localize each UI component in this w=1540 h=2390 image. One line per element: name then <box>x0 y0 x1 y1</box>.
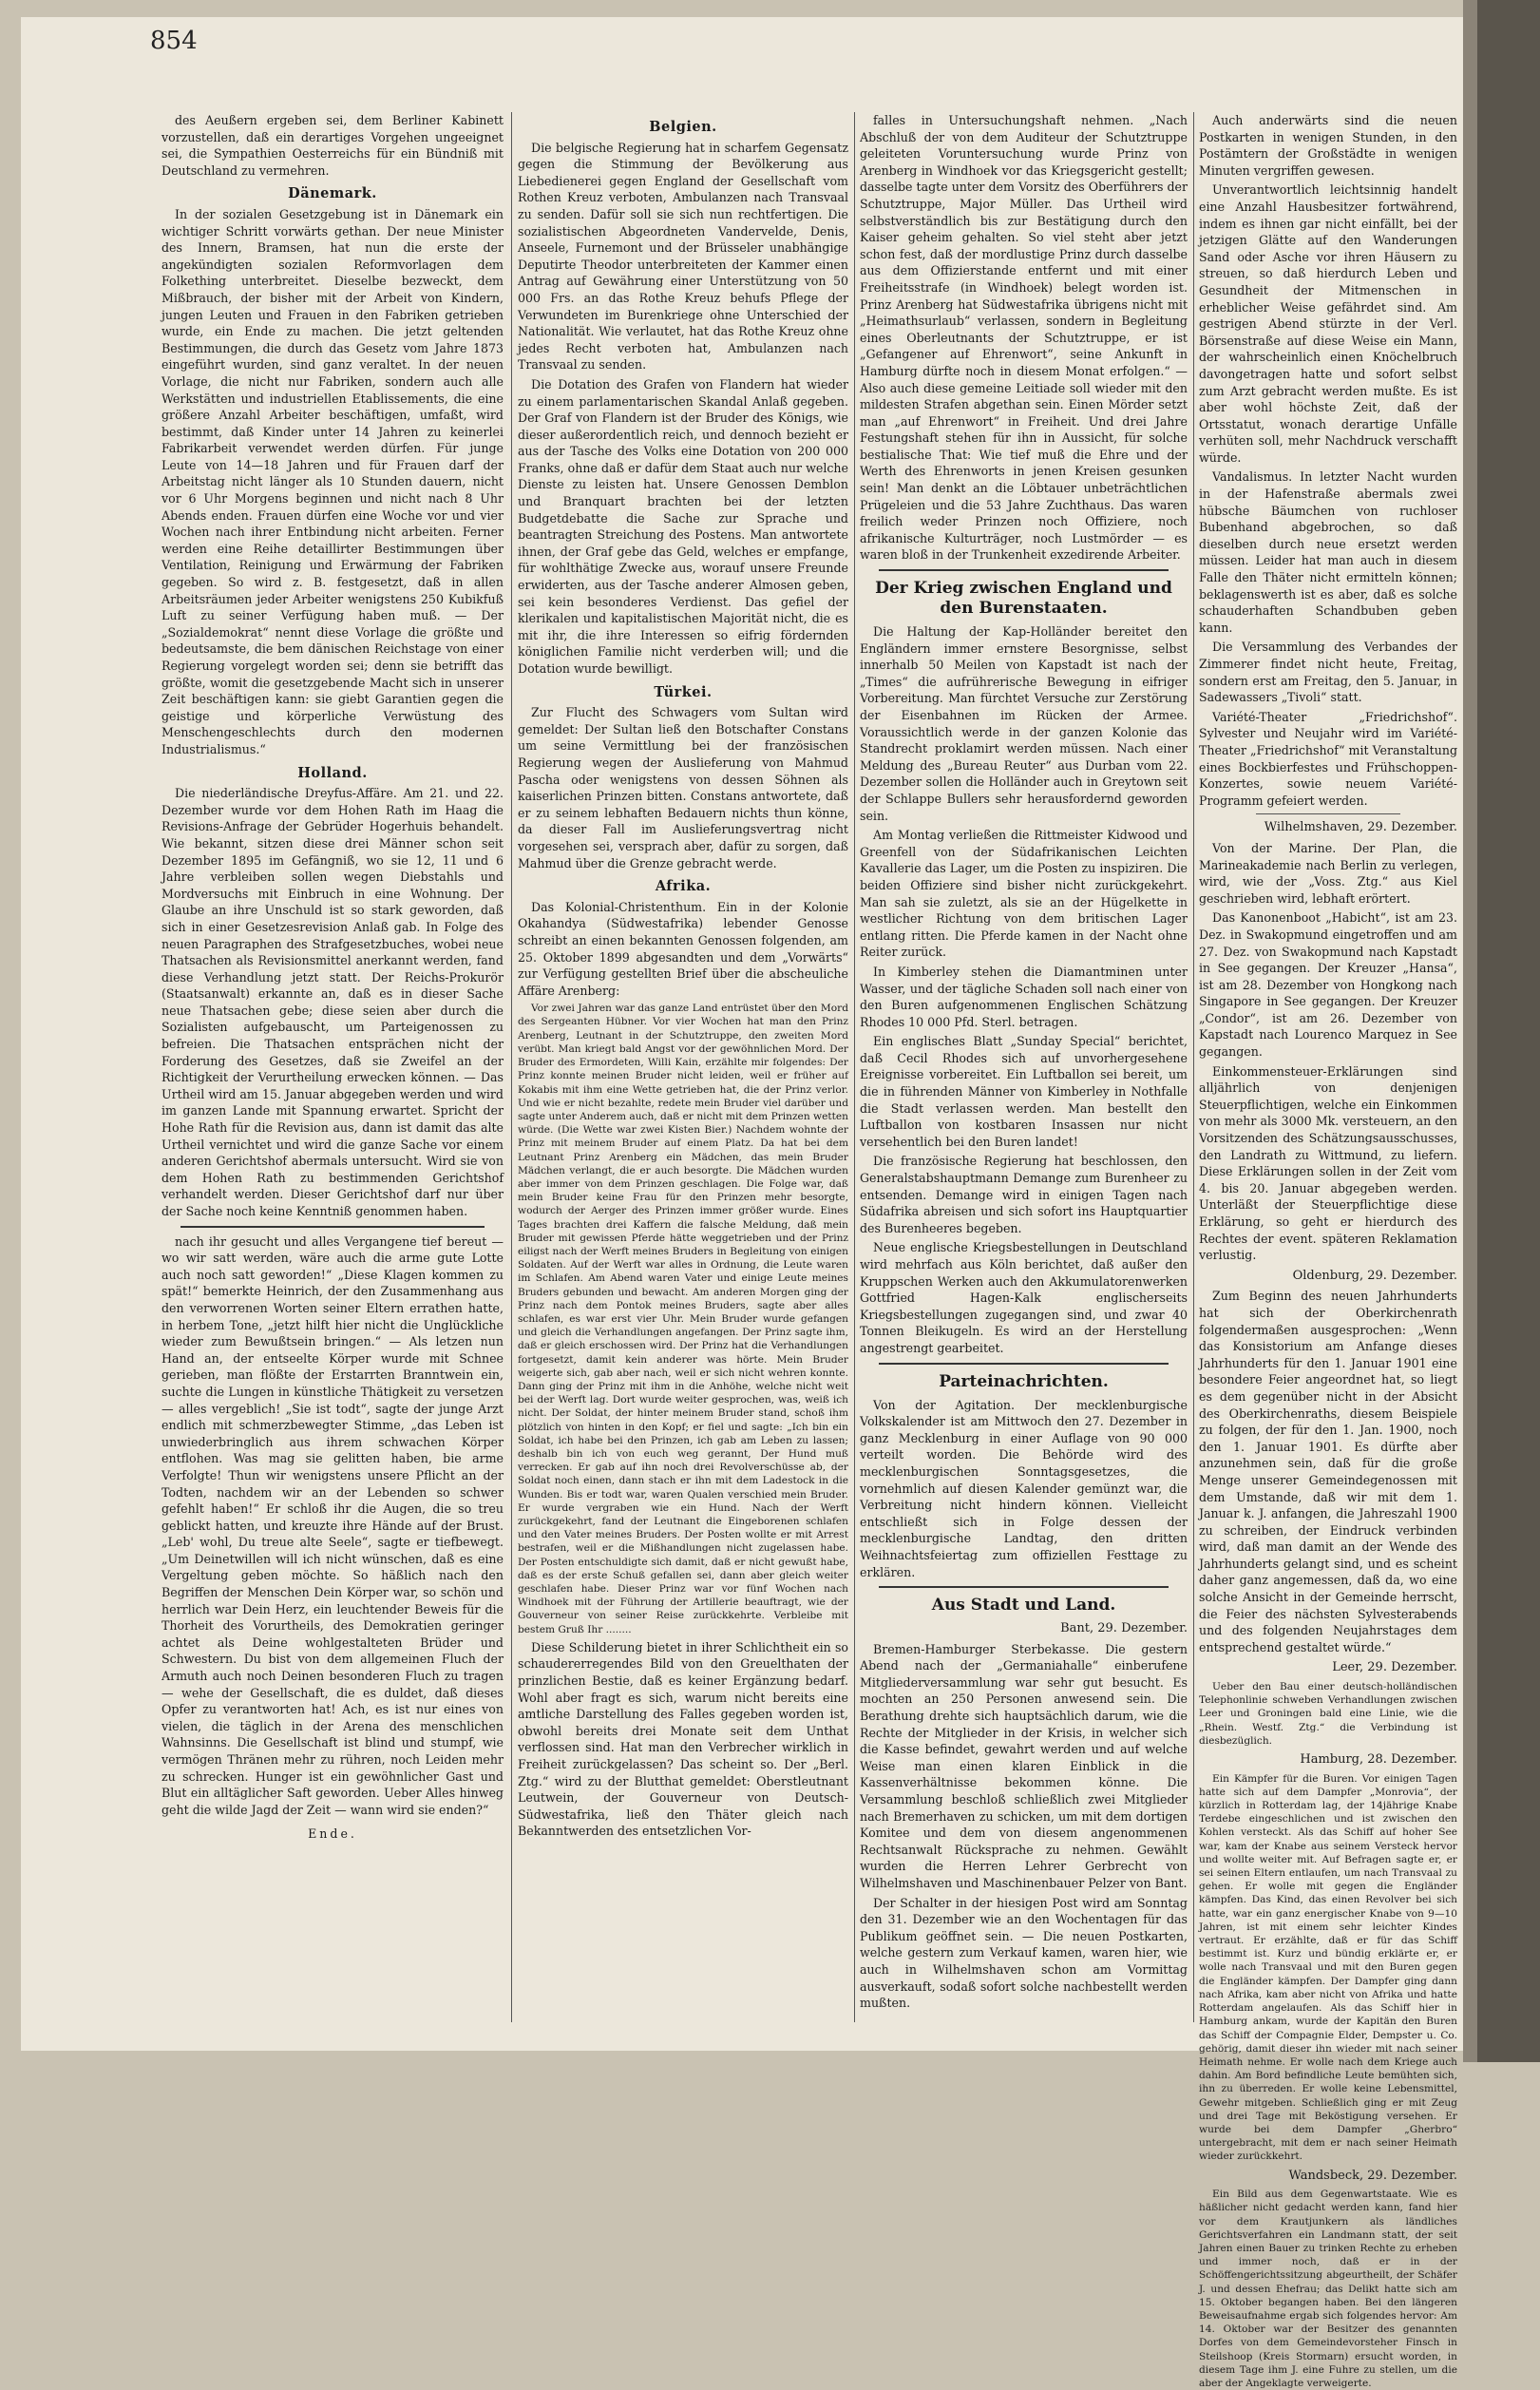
article-paragraph: Ueber den Bau einer deutsch-holländischen Telephonlinie schweben Verhandlungen zwischen Leer und Groningen bald eine Linie, wie die „Rhein. Westf. Ztg.“ die Verbindung ist diesbezüglich. <box>1199 1681 1457 1747</box>
article-paragraph: Zur Flucht des Schwagers vom Sultan wird gemeldet: Der Sultan ließ den Botschafter Constans um seine Vermittlung bei der französischen Regierung wegen der Auslieferung von Mahmud Pascha oder wenigstens von dessen Söhnen als kaiserlichen Prinzen bitten. Constans antwortete, daß er zu seinem lebhaften Bedauern nichts thun könne, da dieser Fall im Auslieferungsvertrag nicht vorgesehen sei, versprach aber, dafür zu sorgen, daß Mahmud über die Grenze gebracht werde. <box>518 705 848 870</box>
section-heading-holland: Holland. <box>297 764 368 781</box>
section-heading-krieg: Der Krieg zwischen England und den Burenstaaten. <box>875 579 1172 619</box>
article-paragraph: Von der Marine. Der Plan, die Marineakademie nach Berlin zu verlegen, wird, wie der „Voss. Ztg.“ aus Kiel geschrieben wird, lebhaft erörtert. <box>1199 840 1457 906</box>
column-rule <box>511 112 512 2022</box>
divider <box>181 1226 485 1228</box>
column-4 <box>1199 112 1458 2389</box>
article-paragraph: Von der Agitation. Der mecklenburgische Volkskalender ist am Mittwoch den 27. Dezember in ganz Mecklenburg in einer Auflage von 90 000 verteilt worden. Die Behörde wird des mecklenburgischen Sonntagsgesetzes, die vornehmlich auf diesen Kalender gemünzt war, die Verbreitung nicht hindern können. Vielleicht entschließt sich in Folge dessen der mecklenburgische Landtag, den dritten Weihnachtsfeiertag zum offiziellen Festtage zu erklären. <box>860 1397 1188 1579</box>
dateline: Bant, 29. Dezember. <box>1060 1621 1188 1636</box>
section-heading-tuerkei: Türkei. <box>654 683 713 700</box>
quoted-letter: Vor zwei Jahren war das ganze Land entrüstet über den Mord des Sergeanten Hübner. Vor vier Wochen hat man den Prinz Arenberg, Leutnant in der Schutztruppe, den zweiten Mord verübt. Man kriegt bald Angst vor der gewöhnlichen Mord. Der Bruder des Ermordeten, Willi Kain, erzählte mir folgendes: Der Prinz konnte meinen Bruder nicht leiden, weil er früher auf Kokabis mit ihm eine Wette getrieben hat, die der Prinz verlor. Und wie er nicht bezahlte, redete mein Bruder viel darüber und sagte unter Anderem auch, daß er nicht mit dem Prinzen wetten würde. (Die Wette war zwei Kisten Bier.) Nachdem wohnte der Prinz mit meinem Bruder auf einem Platz. Da hat bei dem Leutnant Prinz Arenberg ein Mädchen, das mein Bruder Mädchen verlangt, die er auch besorgte. Die Mädchen wurden aber immer von dem Prinzen geschlagen. Die Folge war, daß mein Bruder keine Frau für den Prinzen mehr besorgte, wodurch der Aerger des Prinzen immer größer wurde. Eines Tages brachten drei Kaffern die falsche Meldung, daß mein Bruder mit gewissen Pferde hätte weggetrieben und der Prinz eiligst nach der Werft meines Bruders in Begleitung von einigen Soldaten. Auf der Werft war alles in Ordnung, die Leute waren im Schlafen. Am Abend waren Vater und einige Leute meines Bruders gebunden und bewacht. Am anderen Morgen ging der Prinz nach dem Pontok meines Bruders, sagte aber alles schlafen, es war erst vier Uhr. Mein Bruder wurde gefangen und gleich die Verhandlungen angefangen. Der Prinz sagte ihm, daß er gleich erschossen wird. Der Prinz hat die Verhandlungen fortgesetzt, damit kein anderer was hörte. Mein Bruder weigerte sich, gab aber nach, weil er sich nicht wehren konnte. Dann ging der Prinz mit ihm in die Anhöhe, welche nicht weit bei der Werft lag. Dort wurde weiter gesprochen, was, weiß ich nicht. Der Soldat, der hinter meinem Bruder stand, schoß ihm plötzlich von hinten in den Kopf; er fiel und sagte: „Ich bin ein Soldat, ich habe bei den Prinzen, ich gab am Leben zu lassen; deshalb bin ich von euch weg gerannt, Der Hund muß verrecken. Er gab auf ihn noch drei Revolverschüsse ab, der Soldat noch einen, dann stach er ihn mit dem Ladestock in die Wunden. Bis er todt war, waren Qualen verschied mein Bruder. Er wurde vergraben wie ein Hund. Nach der Werft zurückgekehrt, fand der Leutnant die Eingeborenen schlafen und den Vater meines Bruders. Der Posten wollte er mit Arrest bestrafen, weil er die Mißhandlungen nicht zugelassen habe. Der Posten entschuldigte sich damit, daß er nicht gewußt habe, daß es der erste Schuß gefallen sei, dann aber gleich weiter geschlafen habe. Dieser Prinz war vor fünf Wochen nach Windhoek mit der Führung der Artillerie beauftragt, wie der Gouverneur von seiner Reise zurückkehrte. Verbleibe mit bestem Gruß Ihr ........ <box>518 1003 848 1635</box>
article-paragraph: Variété-Theater „Friedrichshof“. Sylvester und Neujahr wird im Variété-Theater „Friedrichshof“ mit Veranstaltung eines Bockbierfestes und Frühschoppen-Konzertes, sowie neuem Variété-Programm gefeiert werden. <box>1199 709 1458 808</box>
article-paragraph: Ein Bild aus dem Gegenwartstaate. Wie es häßlicher nicht gedacht werden kann, fand hier vor dem Krautjunkern als ländliches Gerichtsverfahren ein Landmann statt, der seit Jahren einen Bauer zu trinken Rechte zu erheben und immer noch, daß er in der Schöffengerichtssitzung abgeurtheilt, der Schäfer J. und dessen Ehefrau; das Delikt hatte sich am 15. Oktober begangen haben. Bei den längeren Beweisaufnahme ergab sich folgendes hervor: Am 14. Oktober war der Besitzer des genannten Dorfes von dem Gemeindevorsteher Finsch in Steilshoop (Kreis Stormarn) ersucht worden, in diesem Tage ihm J. eine Fuhre zu stellen, um die aber der Angeklagte verweigerte. <box>1199 2189 1457 2389</box>
article-paragraph: Auch anderwärts sind die neuen Postkarten in wenigen Stunden, in den Postämtern der Großstädte in wenigen Minuten vergriffen gewesen. <box>1199 113 1457 178</box>
article-paragraph: Neue englische Kriegsbestellungen in Deutschland wird mehrfach aus Köln berichtet, daß außer den Kruppschen Werken auch den Akkumulatorenwerken Gottfried Hagen-Kalk englischerseits Kriegsbestellungen zugegangen sind, und zwar 40 Tonnen Bleikugeln. Es wird an der Herstellung angestrengt gearbeitet. <box>860 1240 1188 1355</box>
divider <box>1256 813 1400 814</box>
article-paragraph: Bremen-Hamburger Sterbekasse. Die gestern Abend nach der „Germaniahalle“ einberufene Mitgliederversammlung war sehr gut besucht. Es mochten an 250 Personen anwesend sein. Die Berathung drehte sich hauptsächlich darum, wie die Rechte der Mitglieder in der Krisis, in welcher sich die Kasse befindet, gewahrt werden und auf welche Weise man einen klaren Einblick in die Kassenverhältnisse bekommen könne. Die Versammlung beschloß schließlich zwei Mitglieder nach Bremerhaven zu schicken, um mit dem dortigen Komitee und dem von diesem angenommenen Rechtsanwalt Rücksprache zu nehmen. Gewählt wurden die Herren Lehrer Gerbrecht von Wilhelmshaven und Maschinenbauer Pelzer von Bant. <box>860 1641 1188 1890</box>
section-heading-belgien: Belgien. <box>649 119 717 135</box>
article-paragraph: Zum Beginn des neuen Jahrhunderts hat sich der Oberkirchenrath folgendermaßen ausgesprochen: „Wenn das Konsistorium am Anfange dieses Jahrhunderts für den 1. Januar 1901 eine besondere Feier angeordnet hat, so liegt es dem gegenüber nicht in der Absicht des Oberkirchenraths, diesem Beispiele zu folgen, der für den 1. Jan. 1900, noch den 1. Januar 1901. Es dürfte aber anzunehmen sein, daß für die große Menge unserer Gemeindegenossen mit dem Umstande, daß wir mit dem 1. Januar k. J. anfangen, die Jahreszahl 1900 zu schreiben, der Eindruck verbinden wird, daß man damit an der Wende des Jahrhunderts gelangt sind, und es scheint daher ganz angemessen, daß da, wo eine solche Ansicht in der Gemeinde herrscht, die Feier des nächsten Sylvesterabends und des folgenden Neujahrstages dem entsprechend gestaltet würde.“ <box>1199 1289 1457 1654</box>
article-paragraph: Die Dotation des Grafen von Flandern hat wieder zu einem parlamentarischen Skandal Anlaß gegeben. Der Graf von Flandern ist der Bruder des Königs, wie dieser außerordentlich reich, und dennoch bezieht er aus der Tasche des Volks eine Dotation von 200 000 Franks, ohne daß er dafür dem Staat auch nur welche Dienste zu leisten hat. Unsere Genossen Demblon und Branquart brachten bei der letzten Budgetdebatte die Sache zur Sprache und beantragten Streichung des Postens. Man antwortete ihnen, der Graf gebe das Geld, welches er empfange, für wohlthätige Zwecke aus, worauf unsere Freunde erwiderten, aus der Tasche anderer Almosen geben, sei kein besonderes Verdienst. Das gefiel der klerikalen und kapitalistischen Majorität nicht, die es mit ihr, die ihre Interessen so eifrig fördernden königlichen Familie nicht verderben will; und die Dotation wurde bewilligt. <box>518 376 848 676</box>
article-paragraph: Die belgische Regierung hat in scharfem Gegensatz gegen die Stimmung der Bevölkerung aus Liebedienerei gegen England der Gesellschaft vom Rothen Kreuz verboten, Ambulanzen nach Transvaal zu senden. Dafür soll sie sich nun rechtfertigen. Die sozialistischen Abgeordneten Vandervelde, Denis, Anseele, Furnemont und der Brüsseler unabhängige Deputirte Theodor unterbreiteten der Kammer einen Antrag auf Gewährung einer Unterstützung von 50 000 Frs. an das Rothe Kreuz behufs Pflege der Verwundeten im Burenkriege ohne Unterschied der Nationalität. Wie verlautet, hat das Rothe Kreuz ohne jedes Recht verboten hat, Ambulanzen nach Transvaal zu senden. <box>518 140 848 373</box>
dateline: Wandsbeck, 29. Dezember. <box>1288 2168 1457 2183</box>
dateline: Hamburg, 28. Dezember. <box>1300 1752 1457 1768</box>
article-paragraph: Der Schalter in der hiesigen Post wird am Sonntag den 31. Dezember wie an den Wochentagen für das Publikum geöffnet sein. — Die neuen Postkarten, welche gestern zum Verkauf kamen, waren hier, wie auch in Wilhelmshaven schon am Vormittag ausverkauft, sodaß sofort solche nachbestellt werden mußten. <box>860 1895 1188 2011</box>
article-paragraph: Das Kolonial-Christenthum. Ein in der Kolonie Okahandya (Südwestafrika) lebender Genosse schreibt an einen bekannten Genossen folgenden, am 25. Oktober 1899 abgesandten und dem „Vorwärts“ zur Verfügung gestellten Brief über die abscheuliche Affäre Arenberg: <box>518 899 848 998</box>
article-paragraph: Vandalismus. In letzter Nacht wurden in der Hafenstraße abermals zwei hübsche Bäumchen von ruchloser Bubenhand abgebrochen, so daß dieselben durch neue ersetzt werden müssen. Leider hat man auch in diesem Falle den Thäter nicht ermitteln können; beklagenswerth ist es aber, daß es solche schauderhaften Schandbuben geben kann. <box>1199 469 1457 635</box>
page-number: 854 <box>150 27 198 55</box>
article-paragraph: Einkommensteuer-Erklärungen sind alljährlich von denjenigen Steuerpflichtigen, welche ein Einkommen von mehr als 3000 Mk. versteuern, an den Vorsitzenden des Schätzungsausschusses, den Landrath zu Wittmund, zu liefern. Diese Erklärungen sollen in der Zeit vom 4. bis 20. Januar abgegeben werden. Unterläßt der Steuerpflichtige diese Erklärung, so geht er hierdurch des Rechtes der event. späteren Reklamation verlustig. <box>1199 1063 1457 1263</box>
dateline: Oldenburg, 29. Dezember. <box>1292 1268 1457 1283</box>
article-paragraph: In Kimberley stehen die Diamantminen unter Wasser, und der tägliche Schaden soll nach einer von den Buren aufgenommenen Englischen Schätzung Rhodes 10 000 Pfd. Sterl. betragen. <box>860 964 1188 1029</box>
article-paragraph: Die Versammlung des Verbandes der Zimmerer findet nicht heute, Freitag, sondern erst am Freitag, den 5. Januar, in Sadewassers „Tivoli“ statt. <box>1199 640 1457 705</box>
section-heading-stadt-und-land: Aus Stadt und Land. <box>931 1596 1116 1616</box>
section-heading-daenemark: Dänemark. <box>288 185 377 202</box>
binding-shadow <box>1463 0 1478 2062</box>
column-rule <box>1193 112 1194 2022</box>
article-paragraph: Ein Kämpfer für die Buren. Vor einigen Tagen hatte sich auf dem Dampfer „Monrovia“, der kürzlich in Rotterdam lag, der 14jährige Knabe Terdebe eingeschlichen und ist zwischen den Kohlen versteckt. Als das Schiff auf hoher See war, kam der Knabe aus seinem Versteck hervor und wollte weiter mit. Auf Befragen sagte er, er sei seinen Eltern entlaufen, um nach Transvaal zu gehen. Er wolle mit gegen die Engländer kämpfen. Das Kind, das einen Revolver bei sich hatte, war ein ganz energischer Knabe von 9—10 Jahren, ist mit einem sehr leichter Kindes vertraut. Er erzählte, daß er für das Schiff bestimmt ist. Kurz und bündig erklärte er, er wolle nach Transvaal und mit den Buren gegen die Engländer kämpfen. Der Dampfer ging dann nach Afrika, kam aber nicht von Afrika und hatte Rotterdam angelaufen. Als das Schiff hier in Hamburg ankam, wurde der Kapitän den Buren das Schiff der Compagnie Elder, Dempster u. Co. gehörig, damit dieser ihn wieder mit nach seiner Heimath nehme. Er wolle nach dem Kriege auch dahin. Am Bord befindliche Leute bemühten sich, ihn zu überreden. Er wolle keine Lebensmittel, Gewehr mitgeben. Schließlich ging er mit Zeug und drei Tage mit Beköstigung versehen. Er wurde bei dem Dampfer „Gherbro“ untergebracht, mit dem er nach seiner Heimath wieder zurückkehrt. <box>1199 1772 1457 2163</box>
article-paragraph: Am Montag verließen die Rittmeister Kidwood und Greenfell von der Südafrikanischen Leichten Kavallerie das Lager, um die Posten zu inspiziren. Die beiden Offiziere sind bisher nicht zurückgekehrt. Man sah sie zuletzt, als sie an der Hügelkette in westlicher Richtung von dem britischen Lager entlang ritten. Die Pferde kamen in der Nacht ohne Reiter zurück. <box>860 828 1188 960</box>
feuilleton-story: nach ihr gesucht und alles Vergangene tief bereut — wo wir satt werden, wäre auch die arme gute Lotte auch noch satt geworden!“ „Diese Klagen kommen zu spät!“ bemerkte Heinrich, der den Zusammenhang aus den verworrenen Worten seiner Eltern errathen hatte, in herbem Tone, „jetzt hilft hier nicht die Unglückliche wieder zum Bewußtsein bringen.“ — Als letzen nun Hand an, der entseelte Körper wurde mit Schnee gerieben, man flößte der Erstarrten Branntwein ein, suchte die Lungen in künstliche Thätigkeit zu versetzen — alles vergeblich! „Sie ist todt“, sagte der junge Arzt endlich mit schmerzbewegter Stimme, „das Leben ist unwiederbringlich aus ihrem schwachen Körper entflohen. Was mag sie gelitten haben, bie arme Verfolgte! Thun wir wenigstens unsere Pflicht an der Todten, nachdem wir an der Lebenden so schwer gefehlt haben!“ Er schloß ihr die Augen, die so treu geblickt hatten, und kreuzte ihre Hände auf der Brust. „Leb' wohl, Du treue alte Seele“, sagte er tiefbewegt. „Um Deinetwillen will ich nicht wünschen, daß es eine Vergeltung geben möchte. So häßlich nach den Begriffen der Menschen Dein Körper war, so schön und herrlich war Dein Herz, ein leuchtender Beweis für die Thorheit des Vorurtheils, des Demokratien geringer achtet als Deine wohlgestalteten Brüder und Schwestern. Du bist von dem allgemeinen Fluch der Armuth auch noch Deinen besonderen Fluch zu tragen — wehe der Gesellschaft, die es duldet, daß dieses Opfer zu verantworten hat! Ach, es ist nur eines von vielen, die täglich in der Arena des menschlichen Wahnsinns. Die Gesellschaft ist blind und stumpf, wie vermögen Thränen mehr zu rühren, noch Leiden mehr zu schrecken. Hunger ist ein gewöhnlicher Gast und Blut ein alltäglicher Saft geworden. Ueber Alles hinweg geht die wilde Jagd der Zeit — wann wird sie enden?“ <box>162 1233 504 1817</box>
article-paragraph: Die niederländische Dreyfus-Affäre. Am 21. und 22. Dezember wurde vor dem Hohen Rath im Haag die Revisions-Anfrage der Gebrüder Hogerhuis behandelt. Wie bekannt, sitzen diese drei Männer schon seit Dezember 1895 im Gefängniß, wo sie 12, 11 und 6 Jahre verbleiben sollen wegen Diebstahls und Mordversuchs mit Einbruch in eine Wohnung. Der Glaube an ihre Unschuld ist so stark geworden, daß sich in einer Gesetzesrevision Anlaß gab. In Folge des neuen Paragraphen des Strafgesetzbuches, wobei neue Thatsachen als Revisionsmittel anerkannt werden, fand diese Verhandlung jetzt statt. Der Reichs-Prokurör (Staatsanwalt) erkannte an, daß es in dieser Sache neue Thatsachen gebe; diese seien aber durch die Sozialisten aufgebauscht, um Parteigenossen zu befreien. Die Thatsachen entsprächen nicht der Forderung des Gesetzes, daß sie Zweifel an der Richtigkeit der Verurtheilung erwecken können. — Das Urtheil wird am 15. Januar abgegeben werden und wird im ganzen Lande mit Spannung erwartet. Spricht der Hohe Rath für die Revision aus, dann ist damit das alte Urtheil vernichtet und wird die ganze Sache vor einem anderen Gerichtshof abermals untersucht. Wird sie von dem Hohen Rath zu bestimmenden Gerichtshof verhandelt werden. Dieser Gerichtshof darf nur über der Sache noch keine Kenntniß genommen haben. <box>162 786 504 1218</box>
divider <box>879 569 1169 571</box>
divider <box>879 1586 1169 1588</box>
article-paragraph: Diese Schilderung bietet in ihrer Schlichtheit ein so schaudererregendes Bild von den Greuelthaten der prinzlichen Bestie, daß es keiner Ergänzung bedarf. Wohl aber fragt es sich, warum nicht bereits eine amtliche Darstellung des Falles gegeben worden ist, obwohl bereits drei Monate seit dem Unthat verflossen sind. Hat man den Verbrecher wirklich in Freiheit zurückgelassen? Das scheint so. Der „Berl. Ztg.“ wird zu der Blutthat gemeldet: Oberstleutnant Leutwein, der Gouverneur von Deutsch-Südwestafrika, ließ den Thäter gleich nach Bekanntwerden des entsetzlichen Vor- <box>518 1639 848 1839</box>
story-end: Ende. <box>308 1826 357 1842</box>
article-paragraph: Unverantwortlich leichtsinnig handelt eine Anzahl Hausbesitzer fortwährend, indem es ihnen gar nicht einfällt, bei der jetzigen Glätte auf den Wanderungen Sand oder Asche vor ihren Häusern zu streuen, so daß hierdurch Leben und Gesundheit der Mitmenschen in erheblicher Weise gefährdet sind. Am gestrigen Abend stürzte in der Verl. Börsenstraße auf diese Weise ein Mann, der wahrscheinlich einen Knöchelbruch davongetragen hatte und sofort selbst zum Arzt gebracht werden mußte. Es ist aber wohl höchste Zeit, daß der Ortsstatut, wonach derartige Unfälle verhüten soll, mehr Nachdruck verschafft würde. <box>1199 182 1457 465</box>
article-paragraph: des Aeußern ergeben sei, dem Berliner Kabinett vorzustellen, daß ein derartiges Vorgehen ungeeignet sei, die Sympathien Oesterreichs für ein Bündniß mit Deutschland zu vermehren. <box>162 113 504 178</box>
article-paragraph: Die Haltung der Kap-Holländer bereitet den Engländern immer ernstere Besorgnisse, selbst innerhalb 50 Meilen von Kapstadt ist nach der „Times“ die aufrührerische Bewegung in eifriger Vorbereitung. Man fürchtet Versuche zur Zerstörung der Eisenbahnen im Rücken der Armee. Voraussichtlich werde in der ganzen Kolonie das Standrecht proklamirt werden müssen. Nach einer Meldung des „Bureau Reuter“ aus Durban vom 22. Dezember sollen die Holländer auch in Greytown seit der Schlappe Bullers sehr herausfordernd geworden sein. <box>860 624 1188 823</box>
column-rule <box>854 112 855 2022</box>
dateline: Wilhelmshaven, 29. Dezember. <box>1264 820 1457 835</box>
dateline: Leer, 29. Dezember. <box>1332 1660 1457 1675</box>
column-3 <box>860 112 1188 2032</box>
section-heading-afrika: Afrika. <box>655 878 712 895</box>
section-heading-parteinachrichten: Parteinachrichten. <box>939 1371 1109 1391</box>
article-paragraph: falles in Untersuchungshaft nehmen. „Nach Abschluß der von dem Auditeur der Schutztruppe geleiteten Voruntersuchung wurde Prinz von Arenberg in Windhoek vor das Kriegsgericht gestellt; dasselbe tagte unter dem Vorsitz des Oberführers der Schutztruppe, Major Müller. Das Urtheil wird selbstverständlich bis zur Bestätigung durch den Kaiser geheim gehalten. So viel steht aber jetzt schon fest, daß der mordlustige Prinz durch dasselbe aus dem Offizierstande entfernt und mit einer Freiheitsstrafe (in Windhoek) belegt worden ist. Prinz Arenberg hat Südwestafrika übrigens nicht mit „Heimathsurlaub“ verlassen, sondern in Begleitung eines Oberleutnants der Schutztruppe, er ist „Gefangener auf Ehrenwort“, seine Ankunft in Hamburg dürfte noch in diesem Monat erfolgen.“ — Also auch diese gemeine Leitiade soll wieder mit den mildesten Strafen abgethan sein. Einen Mörder setzt man „auf Ehrenwort“ in Freiheit. Und drei Jahre Festungshaft stehen für ihn in Aussicht, für solche bestialische That: Wie tief muß die Ehre und der Werth des Ehrenworts in jenen Kreisen gesunken sein! Man denkt an die Löbtauer unbeträchtlichen Prügeleien und die 53 Jahre Zuchthaus. Das waren freilich weder Prinzen noch Offiziere, noch afrikanische Kulturträger, noch Lustmörder — es waren bloß in der Trunkenheit exzedirende Arbeiter. <box>860 113 1188 563</box>
book-edge <box>1477 0 1540 2062</box>
article-paragraph: Das Kanonenboot „Habicht“, ist am 23. Dez. in Swakopmund eingetroffen und am 27. Dez. von Swakopmund nach Kapstadt in See gegangen. Der Kreuzer „Hansa“, ist am 28. Dezember von Hongkong nach Singapore in See gegangen. Der Kreuzer „Condor“, ist am 26. Dezember von Kapstadt nach Lourenco Marquez in See gegangen. <box>1199 910 1457 1060</box>
column-2 <box>518 112 848 2032</box>
article-paragraph: In der sozialen Gesetzgebung ist in Dänemark ein wichtiger Schritt vorwärts gethan. Der neue Minister des Innern, Bramsen, hat nun die erste der angekündigten sozialen Reformvorlagen dem Folkething unterbreitet. Dieselbe bezweckt, dem Mißbrauch, der bisher mit der Arbeit von Kindern, jungen Leuten und Frauen in den Fabriken getrieben wurde, ein Ende zu machen. Die jetzt geltenden Bestimmungen, die durch das Gesetz vom Jahre 1873 eingeführt wurden, sind ganz veraltet. In der neuen Vorlage, die nicht nur Fabriken, sondern auch alle Werkstätten und industriellen Etablissements, die eine größere Anzahl Arbeiter beschäftigen, umfaßt, wird bestimmt, daß Kinder unter 14 Jahren zu keinerlei Fabrikarbeit verwendet werden dürfen. Für junge Leute von 14—18 Jahren und für Frauen darf der Arbeitstag nicht länger als 10 Stunden dauern, nicht vor 6 Uhr Morgens beginnen und nicht nach 8 Uhr Abends enden. Frauen dürfen eine Woche vor und vier Wochen nach ihrer Entbindung nicht arbeiten. Ferner werden eine Reihe detaillirter Bestimmungen über Ventilation, Reinigung und Erwärmung der Fabriken gegeben. So wird z. B. festgesetzt, daß in allen Arbeitsräumen jeder Arbeiter wenigstens 250 Kubikfuß Luft zu seiner Verfügung haben muß. — Der „Sozialdemokrat“ nennt diese Vorlage die größte und bedeutsamste, die bem dänischen Reichstage von einer Regierung vorgelegt worden sei; denn sie betrifft das größte, womit die gesetzgebende Macht sich in unserer Zeit beschäftigen kann: sie giebt Garantien gegen die geistige und körperliche Verwüstung des Menschengeschlechts durch den modernen Industrialismus.“ <box>162 206 504 756</box>
article-paragraph: Ein englisches Blatt „Sunday Special“ berichtet, daß Cecil Rhodes sich auf unvorhergesehene Ereignisse vorbereitet. Ein Luftballon sei bereit, um die in führenden Männer von Kimberley in Nothfalle die Stadt verlassen werden. Man bestellt den Luftballon von kostbaren Insassen nur nicht versehentlich bei den Buren landet! <box>860 1034 1188 1149</box>
article-paragraph: Die französische Regierung hat beschlossen, den Generalstabshauptmann Demange zum Burenheer zu entsenden. Demange wird in einigen Tagen nach Südafrika abreisen und sich sofort ins Hauptquartier des Burenheeres begeben. <box>860 1154 1188 1235</box>
column-1 <box>162 112 504 2032</box>
divider <box>879 1363 1169 1365</box>
